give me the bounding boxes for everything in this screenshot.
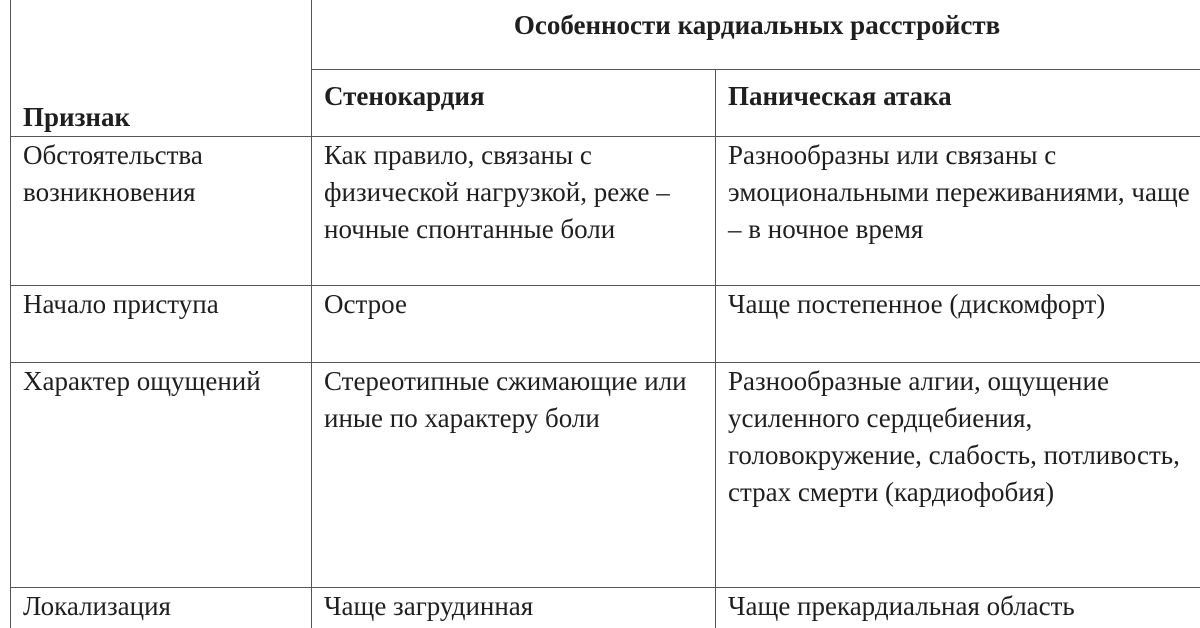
cell-panic: Разнообразные алгии, ощущение усиленного сердцебиения, головокружение, слабость, потливость, страх смерти (кардиофобия) — [716, 363, 1200, 588]
cell-sign: Локализация — [11, 588, 312, 628]
cell-angina: Стереотипные сжимающие или иные по характеру боли — [312, 363, 716, 588]
header-group: Особенности кардиальных расстройств — [312, 0, 1200, 70]
header-sign-text: Признак — [23, 102, 131, 132]
cell-angina: Как правило, связаны с физической нагрузкой, реже – ночные спонтанные боли — [312, 137, 716, 286]
cell-sign: Характер ощущений — [11, 363, 312, 588]
header-angina: Стенокардия — [312, 70, 716, 137]
table-row — [11, 588, 1200, 628]
cell-panic: Чаще прекардиальная область — [716, 588, 1200, 628]
comparison-table — [10, 0, 1200, 628]
cell-angina: Острое — [312, 286, 716, 363]
cell-angina: Чаще загрудинная — [312, 588, 716, 628]
cell-panic: Разнообразны или связаны с эмоциональными переживаниями, чаще – в ночное время — [716, 137, 1200, 286]
header-panic: Паническая атака — [716, 70, 1200, 137]
cell-sign: Начало приступа — [11, 286, 312, 363]
header-row-group — [11, 0, 1200, 70]
cell-sign: Обстоятельства возникновения — [11, 137, 312, 286]
table-row — [11, 363, 1200, 588]
header-sign — [11, 0, 312, 137]
table-row — [11, 286, 1200, 363]
table-row — [11, 137, 1200, 286]
cell-panic: Чаще постепенное (дискомфорт) — [716, 286, 1200, 363]
